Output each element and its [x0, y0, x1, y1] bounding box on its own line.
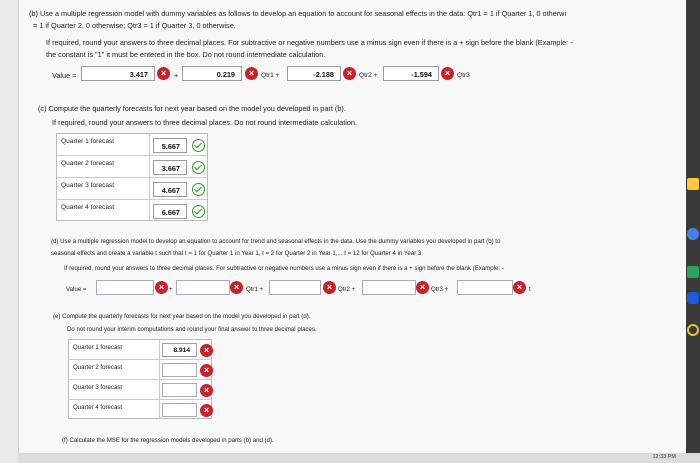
- column-divider: [149, 134, 150, 220]
- part-c-prompt: (c) Compute the quarterly forecasts for next year based on the model you developed in part (b).: [38, 104, 346, 113]
- incorrect-icon: ×: [323, 281, 336, 294]
- row-label: Quarter 4 forecast: [61, 204, 115, 211]
- part-e-prompt: (e) Compute the quarterly forecasts for next year based on the model you developed in part (d).: [53, 313, 311, 320]
- plus-sign: +: [174, 71, 179, 80]
- correct-icon: [192, 183, 205, 196]
- sticky-note-icon[interactable]: [687, 178, 699, 190]
- column-divider: [159, 340, 160, 418]
- part-b-instructions-line1: If required, round your answers to three decimal places. For subtractive or negative numbers use a minus sign even if there is a + sign before the blank (Example: -: [46, 38, 573, 47]
- qtr2-term-label: Qtr2 +: [359, 72, 378, 79]
- correct-icon: [192, 161, 205, 174]
- part-d-qtr2-coef-input[interactable]: [269, 280, 321, 295]
- row-label: Quarter 4 forecast: [73, 404, 123, 411]
- quarter4-forecast-input[interactable]: 6.667: [153, 204, 187, 219]
- globe-icon[interactable]: [687, 228, 699, 240]
- qtr2-term-label: Qtr2 +: [338, 286, 356, 293]
- incorrect-icon: ×: [416, 281, 429, 294]
- part-d-intercept-input[interactable]: [96, 280, 154, 295]
- circle-icon[interactable]: [687, 324, 699, 336]
- part-b-value-label: Value =: [52, 71, 77, 80]
- part-b-prompt-line2: = 1 if Quarter 2, 0 otherwise; Qtr3 = 1 if Quarter 3, 0 otherwise.: [33, 21, 236, 30]
- part-e-instructions: Do not round your interim computations and round your final answer to three decimal places.: [67, 326, 317, 333]
- quarter2-forecast-input[interactable]: 3.667: [153, 160, 187, 175]
- app-icon[interactable]: [687, 266, 699, 278]
- app-sidebar: [686, 0, 700, 463]
- qtr1-term-label: Qtr1 +: [246, 286, 264, 293]
- part-d-t-coef-input[interactable]: [457, 280, 513, 295]
- quarter1-forecast-input[interactable]: 8.914: [162, 343, 197, 357]
- part-b-qtr1-coef-input[interactable]: 0.219: [182, 66, 242, 81]
- question-page: [18, 0, 690, 463]
- part-b-prompt-line1: (b) Use a multiple regression model with dummy variables as follows to develop an equation to account for seasonal effects in the data: Qtr1 = 1 if Quarter 1, 0 otherwi: [29, 9, 567, 18]
- row-label: Quarter 3 forecast: [61, 182, 115, 189]
- quarter1-forecast-input[interactable]: 5.667: [153, 138, 187, 153]
- part-b-intercept-input[interactable]: 3.417: [81, 66, 155, 81]
- incorrect-icon: ×: [441, 67, 454, 80]
- part-b-qtr3-coef-input[interactable]: -1.594: [383, 66, 439, 81]
- row-label: Quarter 2 forecast: [61, 160, 115, 167]
- row-label: Quarter 1 forecast: [73, 344, 123, 351]
- accessibility-icon[interactable]: [687, 292, 699, 304]
- part-d-value-label: Value =: [66, 286, 87, 293]
- part-d-qtr1-coef-input[interactable]: [176, 280, 230, 295]
- row-label: Quarter 2 forecast: [73, 364, 123, 371]
- incorrect-icon: ×: [513, 281, 526, 294]
- plus-sign: +: [169, 286, 173, 293]
- taskbar-clock: 12:33 PM: [652, 454, 676, 460]
- part-b-qtr2-coef-input[interactable]: -2.188: [287, 66, 341, 81]
- incorrect-icon: ×: [230, 281, 243, 294]
- part-f-prompt: (f) Calculate the MSE for the regression models developed in parts (b) and (d).: [62, 437, 274, 444]
- incorrect-icon: ×: [200, 364, 213, 377]
- quarter3-forecast-input[interactable]: [162, 383, 197, 397]
- part-d-qtr3-coef-input[interactable]: [362, 280, 416, 295]
- part-d-prompt-line2: seasonal effects and create a variable t such that t = 1 for Quarter 1 in Year 1, t = 2 for Quarter 2 in Year 1,... t = 12 for Quarter 4 in Year 3.: [51, 250, 423, 257]
- incorrect-icon: ×: [155, 281, 168, 294]
- correct-icon: [192, 205, 205, 218]
- t-term-label: t: [529, 286, 531, 293]
- quarter4-forecast-input[interactable]: [162, 403, 197, 417]
- quarter3-forecast-input[interactable]: 4.667: [153, 182, 187, 197]
- part-d-prompt-line1: (d) Use a multiple regression model to develop an equation to account for trend and seasonal effects in the data. Use the dummy variables you developed in part (b) to: [51, 238, 501, 245]
- incorrect-icon: ×: [157, 67, 170, 80]
- correct-icon: [192, 139, 205, 152]
- part-b-instructions-line2: the constant is "1" it must be entered in the box. Do not round intermediate calculation.: [46, 50, 326, 59]
- incorrect-icon: ×: [200, 404, 213, 417]
- quarter2-forecast-input[interactable]: [162, 363, 197, 377]
- row-label: Quarter 3 forecast: [73, 384, 123, 391]
- row-label: Quarter 1 forecast: [61, 138, 115, 145]
- taskbar: [18, 453, 700, 463]
- qtr3-term-label: Qtr3: [457, 72, 470, 79]
- incorrect-icon: ×: [200, 344, 213, 357]
- qtr1-term-label: Qtr1 +: [261, 72, 280, 79]
- part-c-instructions: If required, round your answers to three decimal places. Do not round intermediate calculation.: [52, 118, 358, 127]
- incorrect-icon: ×: [343, 67, 356, 80]
- incorrect-icon: ×: [200, 384, 213, 397]
- incorrect-icon: ×: [245, 67, 258, 80]
- part-d-instructions: If required, round your answers to three decimal places. For subtractive or negative numbers use a minus sign even if there is a + sign before the blank (Example: -: [64, 265, 504, 272]
- qtr3-term-label: Qtr3 +: [431, 286, 449, 293]
